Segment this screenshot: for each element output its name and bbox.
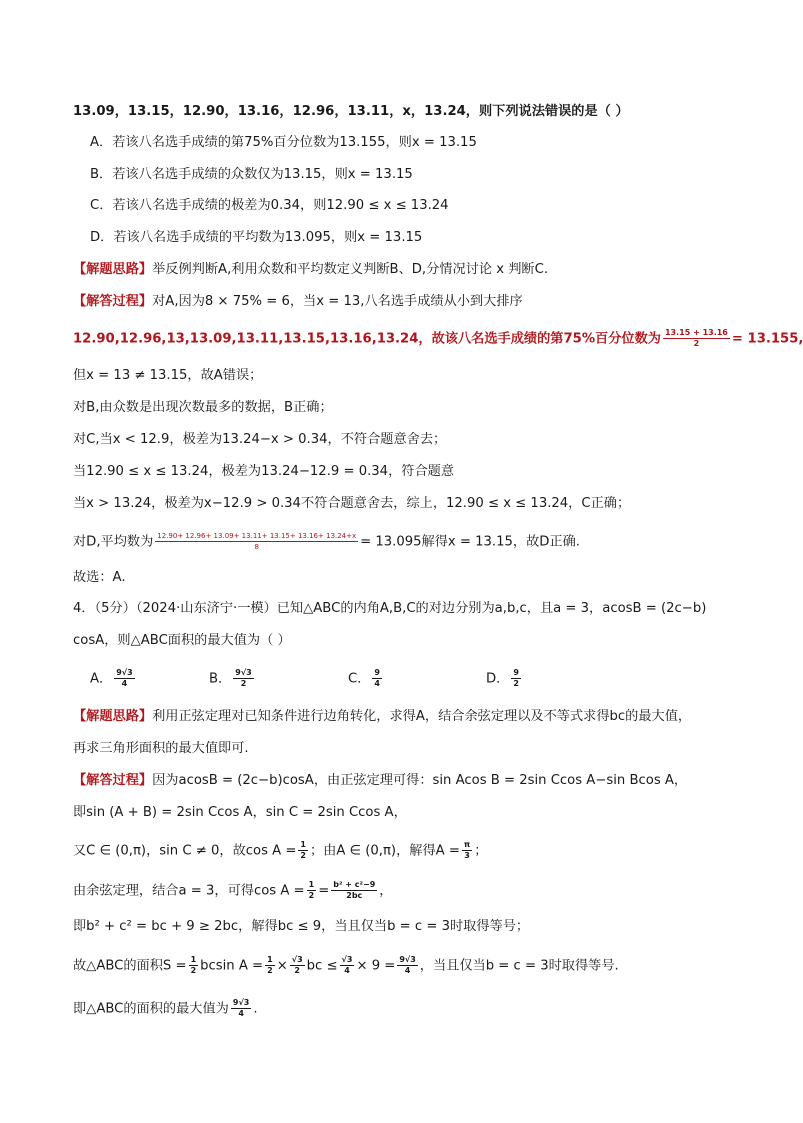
solution-text: ，当且仅当b = c = 3时取得等号. [419,958,619,974]
solution-text: 12.90,12.96,13,13.09,13.11,13.15,13.16,13.24，故该八名选手成绩的第75%百分位数为 [73,331,661,347]
q3-answer: 故选：A. [73,570,126,585]
fraction-numerator: 9 [374,668,380,677]
q3-stem: 13.09，13.15，12.90，13.16，12.96，13.11，x，13.24，则下列说法错误的是（ ） [73,104,629,119]
option-label: B． [209,671,232,687]
fraction-denominator: 4 [238,1009,244,1018]
solution-text: ； [474,843,488,859]
fraction-denominator: 2 [190,966,197,975]
solution-text: ， [379,883,393,899]
fraction-numerator: 9√3 [116,668,133,677]
fraction-numerator: 1 [308,880,315,889]
solution-line: 对A,因为8 × 75% = 6，当x = 13,八名选手成绩从小到大排序 [152,294,523,309]
q3-solution-idea [73,260,548,280]
solution-text: bcsin A = [200,958,264,974]
solution-idea-tag: 【解题思路】 [73,709,153,724]
fraction-denominator: 2bc [346,891,363,900]
q4-solution-line-5: 即b² + c² = bc + 9 ≥ 2bc，解得bc ≤ 9，当且仅当b = c = 3时取得等号； [73,919,530,934]
q3-option-a: A．若该八名选手成绩的第75%百分位数为13.155，则x = 13.15 [90,135,477,150]
solution-process-tag: 【解答过程】 [73,773,153,788]
fraction [233,668,253,689]
fraction [189,955,199,976]
fraction-numerator: 9 [513,668,519,677]
fraction [298,840,308,861]
solution-text: 故△ABC的面积S = [73,958,187,974]
fraction [290,955,305,976]
q3-solution-line-4: 对B,由众数是出现次数最多的数据，B正确； [73,400,333,415]
fraction [372,668,382,689]
solution-idea-text: 举反例判断A,利用众数和平均数定义判断B、D,分情况讨论 x 判断C. [152,262,549,277]
fraction-numerator: 12.90+ 12.96+ 13.09+ 13.11+ 13.15+ 13.16+ 13.24+x [157,532,357,540]
fraction-denominator: 2 [267,966,273,975]
fraction [331,880,377,901]
fraction-denominator: 4 [374,679,380,688]
solution-text: 又C ∈ (0,π)，sin C ≠ 0，故cos A = [73,843,297,859]
solution-idea-tag: 【解题思路】 [73,262,153,277]
fraction-numerator: 13.15 + 13.16 [664,328,728,337]
fraction-numerator: 9√3 [399,955,416,964]
fraction-numerator: b² + c²−9 [333,880,376,889]
solution-text: 对D,平均数为 [73,534,154,550]
solution-text: 即△ABC的面积的最大值为 [73,1001,229,1017]
fraction-numerator: 1 [267,955,273,964]
fraction-denominator: 2 [240,679,247,688]
fraction-numerator: 9√3 [235,668,252,677]
option-label: A． [90,671,113,687]
fraction-denominator: 4 [404,966,411,975]
q3-solution-line-3: 但x = 13 ≠ 13.15，故A错误； [73,368,263,383]
q4-stem-line-1: 4．（5分）（2024·山东济宁·一模）已知△ABC的内角A,B,C的对边分别为a,b,c，且a = 3，acosB = (2c−b) [73,601,707,616]
solution-text: = [318,883,330,899]
fraction [307,880,317,901]
fraction [397,955,417,976]
solution-text: ；由A ∈ (0,π)，解得A = [309,843,460,859]
solution-text: = 13.095解得x = 13.15，故D正确. [360,534,580,550]
fraction-denominator: 4 [121,679,128,688]
fraction [265,955,275,976]
q4-solution-line-3 [73,840,487,862]
q3-option-b: B．若该八名选手成绩的众数仅为13.15，则x = 13.15 [90,167,413,182]
fraction-denominator: 4 [344,966,350,975]
q4-solution-process [73,771,687,791]
q4-option-a [90,668,137,690]
q3-solution-line-2 [73,328,803,350]
q3-option-d: D．若该八名选手成绩的平均数为13.095，则x = 13.15 [90,230,423,245]
q3-solution-line-8 [73,531,580,553]
fraction-denominator: 8 [254,543,259,551]
solution-line: 因为acosB = (2c−b)cosA，由正弦定理可得：sin Acos B = 2sin Ccos A−sin Bcos A， [152,773,688,788]
fraction-numerator: 1 [190,955,197,964]
q4-solution-line-6 [73,955,619,977]
q3-option-c: C．若该八名选手成绩的极差为0.34，则12.90 ≤ x ≤ 13.24 [90,198,449,213]
q3-solution-line-7: 当x > 13.24，极差为x−12.9 > 0.34不符合题意舍去，综上，12.90 ≤ x ≤ 13.24，C正确； [73,496,631,511]
q4-solution-idea [73,707,691,727]
fraction [511,668,521,689]
solution-text: 由余弦定理，结合a = 3，可得cos A = [73,883,305,899]
fraction [231,998,251,1019]
option-label: D． [486,671,510,687]
solution-idea-text: 利用正弦定理对已知条件进行边角转化，求得A，结合余弦定理以及不等式求得bc的最大值， [152,709,692,724]
q3-solution-process [73,292,523,312]
q3-solution-line-6: 当12.90 ≤ x ≤ 13.24，极差为13.24−12.9 = 0.34，符合题意 [73,464,455,479]
q4-solution-line-2: 即sin (A + B) = 2sin Ccos A，sin C = 2sin Ccos A， [73,805,407,820]
fraction-denominator: 3 [464,851,470,860]
fraction-denominator: 2 [294,966,300,975]
solution-text: = 13.155, [731,331,803,347]
fraction-denominator: 2 [693,339,700,348]
solution-text: × 9 = [356,958,396,974]
fraction-numerator: 9√3 [232,998,250,1007]
q4-solution-idea-line-2: 再求三角形面积的最大值即可. [73,741,249,756]
fraction [663,328,730,349]
q3-solution-line-5: 对C,当x < 12.9，极差为13.24−x > 0.34，不符合题意舍去； [73,432,447,447]
solution-text: . [253,1001,258,1017]
fraction-numerator: 1 [300,840,306,849]
fraction-numerator: √3 [341,955,353,964]
solution-text: bc ≤ [306,958,338,974]
fraction-denominator: 2 [513,679,519,688]
fraction [462,840,472,861]
fraction-denominator: 2 [308,891,315,900]
solution-process-tag: 【解答过程】 [73,294,153,309]
fraction-numerator: π [463,840,471,849]
solution-text: × [276,958,288,974]
fraction [155,531,358,552]
fraction-denominator: 2 [300,851,306,860]
q4-stem-line-2: cosA，则△ABC面积的最大值为（ ） [73,633,291,648]
fraction [114,668,134,689]
q4-option-d [486,668,523,690]
fraction-numerator: √3 [291,955,303,964]
q4-solution-line-7 [73,998,258,1020]
q4-option-c [348,668,384,690]
q4-solution-line-4 [73,880,392,902]
fraction [340,955,355,976]
q4-option-b [209,668,256,690]
option-label: C． [348,671,371,687]
